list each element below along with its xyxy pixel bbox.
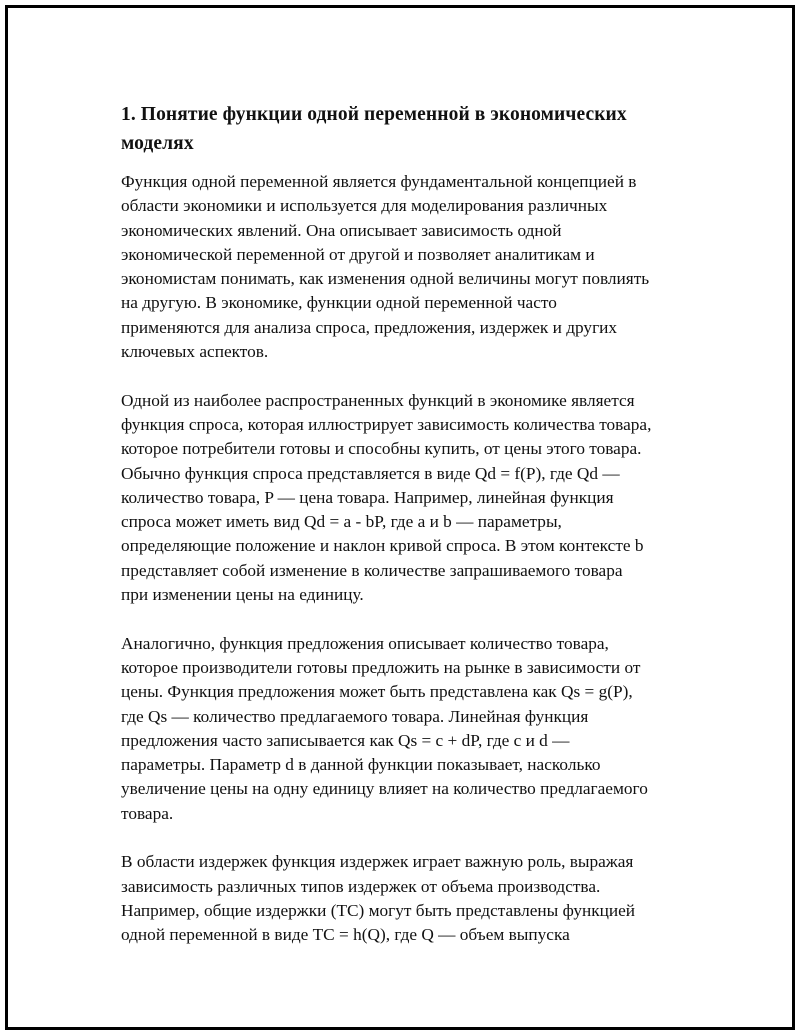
paragraph-intro: Функция одной переменной является фундаментальной концепцией в области экономики и используется для моделирования различных экономических явлений. Она описывает зависимость одной экономической переменной от другой и позволяет аналитикам и экономистам понимать, как изменения одной величины могут повлиять на другую. В экономике, функции одной переменной часто применяются для анализа спроса, предложения, издержек и других ключевых аспектов. xyxy=(121,172,650,362)
page-frame xyxy=(5,5,795,1030)
paragraph-demand: Одной из наиболее распространенных функций в экономике является функция спроса, которая иллюстрирует зависимость количества товара, которое потребители готовы и способны купить, от цены этого товара. Обычно функция спроса представляется в виде Qd = f(P), где Qd — количество товара, P — цена товара. Например, линейная функция спроса может иметь вид Qd = a - bP, где a и b — параметры, определяющие положение и наклон кривой спроса. В этом контексте b представляет собой изменение в количестве запрашиваемого товара при изменении цены на единицу. xyxy=(121,390,652,605)
paragraph-supply: Аналогично, функция предложения описывает количество товара, которое производители готовы предложить на рынке в зависимости от цены. Функция предложения может быть представлена как Qs = g(P), где Qs — количество предлагаемого товара. Линейная функция предложения часто записывается как Qs = c + dP, где c и d — параметры. Параметр d в данной функции показывает, насколько увеличение цены на одну единицу влияет на количество предлагаемого товара. xyxy=(121,633,648,823)
paragraph-costs: В области издержек функция издержек играет важную роль, выражая зависимость различных типов издержек от объема производства. Например, общие издержки (TC) могут быть представлены функцией одной переменной в виде TC = h(Q), где Q — объем выпуска xyxy=(121,852,636,945)
document-body xyxy=(121,100,681,972)
section-heading: 1. Понятие функции одной переменной в экономических моделях xyxy=(121,104,627,154)
